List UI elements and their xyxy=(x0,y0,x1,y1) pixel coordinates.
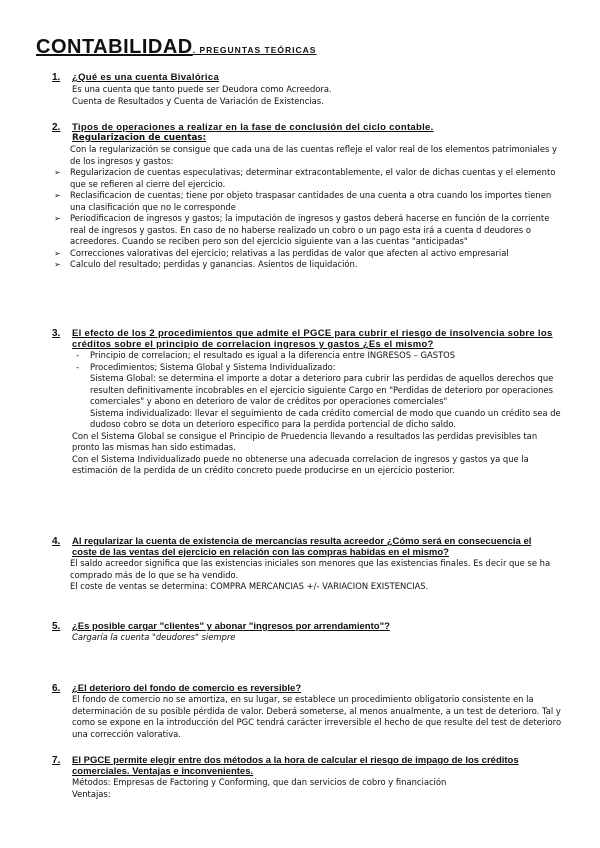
subheading: Regularizacion de cuentas: xyxy=(72,133,207,143)
list-item: ➢ Reclasificacion de cuentas; tiene por objeto traspasar cantidades de una cuenta a otra cuando los importes tienen una clasificación que no le corresponde xyxy=(54,190,552,212)
arrow-bullet-icon: ➢ xyxy=(54,260,61,269)
section-number: 3. xyxy=(52,328,61,339)
list-item: ➢ Periodificacion de ingresos y gastos; la imputación de ingresos y gastos deberá hacerse en función de la corriente real de ingresos y gastos. En caso de no haberse realizado un cobro o un pago esta irá a cuenta d deudores o acreedores. Cuando se reciben pero son del ejercicio siguiente van a las cuentas "anticipadas" xyxy=(54,213,550,246)
list-item: ➢ Regularizacion de cuentas especulativas; determinar extracontablemente, el valor de dichas cuentas y el elemento que se refieren al cierre del ejercicio. xyxy=(54,167,556,189)
section-5 xyxy=(52,621,564,644)
closing-paragraph: Con el Sistema Global se consigue el Principio de Pruedencia llevando a resultados las perdidas previsibles tan pronto las mismas han sido estimadas. xyxy=(72,430,538,452)
question-heading: El PGCE permite elegir entre dos métodos a la hora de calcular el riesgo de impago de los créditos comerciales. Ventajas e inconvenientes. xyxy=(72,755,519,777)
arrow-bullet-icon: ➢ xyxy=(54,248,61,258)
section-4 xyxy=(52,536,564,593)
section-3 xyxy=(52,328,564,477)
question-heading: ¿Es posible cargar "clientes" y abonar "ingresos por arrendamiento"? xyxy=(72,621,390,632)
arrow-bullet-icon: ➢ xyxy=(54,168,61,177)
section-number: 4. xyxy=(52,536,61,547)
answer-paragraph: El fondo de comercio no se amortiza, en su lugar, se establece un procedimiento obligatorio consistente en la determinación de su posible pérdida de valor. Deberá someterse, al menos anualmente, a un test de deterioro. Tal y como se expone en la introducción del PGC tendrá carácter irreversible el hecho de que resulte del test de deterioro una corrección valorativa. xyxy=(72,694,562,739)
bullet-list xyxy=(54,167,565,271)
intro-text: Con la regularización se consigue que cada una de las cuentas refleje el valor real de los elementos patrimoniales y de los ingresos y gastos: xyxy=(70,144,557,166)
question-heading: Al regularizar la cuenta de existencia de mercancías resulta acreedor ¿Cómo será en consecuencia el coste de las ventas del ejercicio en relación con las compras habidas en el mismo? xyxy=(72,536,532,558)
global-system-text: Sistema Global: se determina el importe a dotar a deterioro para cubrir las perdidas de aquellos derechos que resulten definitivamente incobrables en el ejercicio siguiente Cargo en "Perdidas de deterioro por operaciones comerciales" y abono en deterioro de valor de créditos por operaciones comerciales" xyxy=(90,373,554,406)
list-item: - Principio de correlacion; el resultado es igual a la diferencia entre INGRESOS – GASTOS xyxy=(76,350,456,360)
section-number: 5. xyxy=(52,621,61,632)
dash-list xyxy=(72,350,564,373)
answer-line: Es una cuenta que tanto puede ser Deudora como Acreedora. xyxy=(72,84,332,94)
list-item: ➢ Correcciones valorativas del ejercicio; relativas a las perdidas de valor que afecten al activo empresarial xyxy=(54,247,509,258)
answer-line: Cargaría la cuenta "deudores" siempre xyxy=(72,632,236,642)
answer-line: El saldo acreedor significa que las existencias iniciales son menores que las existencias finales. Es decir que se ha comprado más de lo que se ha vendido. xyxy=(70,558,551,580)
section-number: 7. xyxy=(52,755,61,766)
list-item: ➢ Calculo del resultado; perdidas y ganancias. Asientos de liquidación. xyxy=(54,259,358,269)
answer-line: Ventajas: xyxy=(72,788,111,799)
title-sub: . PREGUNTAS TEÓRICAS xyxy=(192,45,317,55)
arrow-bullet-icon: ➢ xyxy=(54,214,61,223)
section-number: 6. xyxy=(52,683,61,694)
question-heading: ¿Qué es una cuenta Bivalórica xyxy=(72,72,220,83)
list-item: - Procedimientos; Sistema Global y Sistema Individualizado: xyxy=(76,361,336,372)
section-number: 2. xyxy=(52,122,61,133)
section-number: 1. xyxy=(52,72,61,83)
section-2 xyxy=(52,122,564,271)
arrow-bullet-icon: ➢ xyxy=(54,191,61,200)
section-7 xyxy=(52,755,564,800)
question-heading: ¿El deterioro del fondo de comercio es reversible? xyxy=(72,683,302,694)
title-main: CONTABILIDAD xyxy=(36,36,193,58)
page-title xyxy=(36,36,316,59)
section-1 xyxy=(52,72,564,107)
answer-line: El coste de ventas se determina: COMPRA MERCANCIAS +/- VARIACION EXISTENCIAS. xyxy=(70,581,429,591)
answer-line: Cuenta de Resultados y Cuenta de Variación de Existencias. xyxy=(72,95,324,106)
individual-system-text: Sistema individualizado: llevar el seguimiento de cada crédito comercial de modo que cuando un crédito sea de dudoso cobro se dota un deterioro especifico para la perdida portencial de dicho saldo. xyxy=(90,407,561,429)
question-heading: Tipos de operaciones a realizar en la fase de conclusión del ciclo contable. xyxy=(72,122,434,133)
section-6 xyxy=(52,683,564,740)
answer-line: Métodos: Empresas de Factoring y Conforming, que dan servicios de cobro y financiación xyxy=(72,777,447,787)
closing-paragraph: Con el Sistema Individualizado puede no obtenerse una adecuada correlacion de ingresos y gastos ya que la estimación de la perdida de un crédito concreto puede producirse en un ejercicio posterior. xyxy=(72,453,529,475)
question-heading: El efecto de los 2 procedimientos que admite el PGCE para cubrir el riesgo de insolvencia sobre los créditos sobre el principio de correlacion ingresos y gastos ¿Es el mismo? xyxy=(72,328,553,350)
